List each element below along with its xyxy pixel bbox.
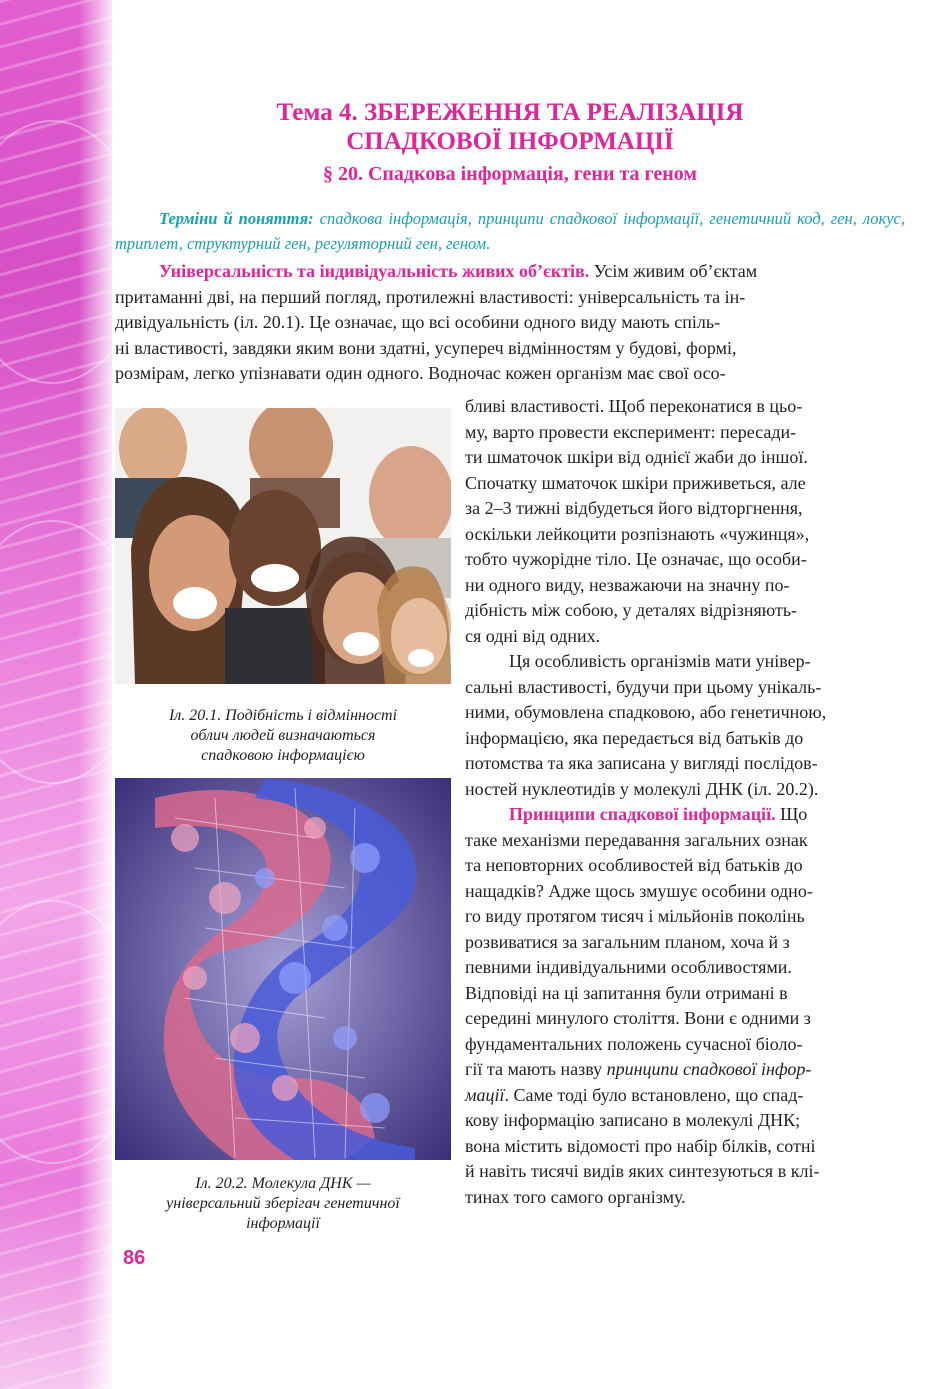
para1-line bbox=[115, 259, 905, 285]
text-line: потомства та яка записана у вигляді послідов- bbox=[465, 753, 818, 773]
text-line: за 2–3 тижні відбудеться його відторгнення, bbox=[465, 498, 803, 518]
text-line: Спочатку шматочок шкіри приживеться, але bbox=[465, 472, 806, 493]
text-line: му, варто провести експеримент: пересади- bbox=[465, 421, 797, 442]
text-line: кову інформацію записано в молекулі ДНК; bbox=[465, 1110, 801, 1130]
para1-line: розмірам, легко упізнавати один одного. Водночас кожен організм має свої осо- bbox=[115, 363, 726, 383]
decorative-side-band bbox=[0, 0, 112, 1389]
page-content bbox=[115, 0, 905, 1389]
text-line: певними індивідуальними особливостями. bbox=[465, 957, 792, 977]
figure1-caption bbox=[115, 706, 451, 766]
para1-line: дивідуальність (іл. 20.1). Це означає, що всі особини одного виду мають спіль- bbox=[115, 312, 721, 332]
italic-term: мації bbox=[465, 1084, 505, 1105]
text-line: середині минулого століття. Вони є одними з bbox=[465, 1008, 811, 1028]
text-line: й навіть тисячі видів яких синтезуються в клі- bbox=[465, 1161, 820, 1181]
caption-line: універсальний зберігач генетичної bbox=[166, 1195, 400, 1212]
right-column-text bbox=[465, 394, 905, 1210]
caption-line: Іл. 20.2. Молекула ДНК — bbox=[195, 1175, 371, 1192]
para1-line: притаманні дві, на перший погляд, протилежні властивості: універсальність та ін- bbox=[115, 287, 746, 307]
caption-line: облич людей визначаються bbox=[190, 727, 376, 744]
topic-title-line1: Тема 4. ЗБЕРЕЖЕННЯ ТА РЕАЛІЗАЦІЯ bbox=[276, 99, 744, 126]
text-line: го виду протягом тисяч і мільйонів поколінь bbox=[465, 906, 805, 926]
para1-heading: Універсальність та індивідуальність живих об’єктів. bbox=[159, 261, 590, 281]
text-line: ностей нуклеотидів у молекулі ДНК (іл. 20.2). bbox=[465, 778, 819, 799]
figure-dna-image bbox=[115, 778, 451, 1160]
text-line bbox=[465, 802, 905, 828]
text-span: гії та мають назву bbox=[465, 1059, 607, 1079]
italic-term: принципи спадкової інфор- bbox=[606, 1059, 812, 1079]
principles-heading: Принципи спадкової інформації. bbox=[509, 804, 776, 824]
para1-line: ні властивості, завдяки яким вони здатні, усупереч відмінностям у будові, формі, bbox=[115, 338, 737, 358]
text-line: інформацією, яка передається від батьків до bbox=[465, 727, 804, 748]
text-line bbox=[465, 1083, 905, 1109]
text-span: Що bbox=[775, 804, 808, 824]
topic-title-line2: СПАДКОВОЇ ІНФОРМАЦІЇ bbox=[346, 128, 674, 155]
people-faces-image bbox=[115, 408, 451, 684]
text-line bbox=[465, 1057, 905, 1083]
terms-text: спадкова інформація, принципи спадкової інформації, генетичний код, ген, локус, триплет, структурний ген, регуляторний ген, геном. bbox=[115, 209, 905, 253]
text-line: розвиватися за загальним планом, хоча й з bbox=[465, 931, 790, 952]
text-line: ними, обумовлена спадковою, або генетичною, bbox=[465, 702, 827, 722]
text-line: ни одного виду, незважаючи на значну по- bbox=[465, 574, 790, 595]
para1-text: Усім живим об’єктам bbox=[589, 261, 758, 281]
text-line: вона містить відомості про набір білків, сотні bbox=[465, 1135, 816, 1156]
text-line: тинах того самого організму. bbox=[465, 1186, 686, 1207]
caption-line: Іл. 20.1. Подібність і відмінності bbox=[168, 707, 398, 724]
text-line: ся одні від одних. bbox=[465, 625, 601, 646]
text-line: таке механізми передавання загальних ознак bbox=[465, 829, 808, 850]
text-line: бливі властивості. Щоб переконатися в цьо- bbox=[465, 396, 803, 416]
text-span: . Саме тоді було встановлено, що спад- bbox=[504, 1084, 804, 1105]
text-line: фундаментальних положень сучасної біоло- bbox=[465, 1033, 803, 1054]
text-line: сальні властивості, будучи при цьому унікаль- bbox=[465, 676, 822, 697]
terms-block bbox=[115, 206, 905, 256]
caption-line: спадковою інформацією bbox=[201, 747, 365, 764]
text-line: ти шматочок шкіри від однієї жаби до іншої. bbox=[465, 447, 808, 467]
text-line: дібність між собою, у деталях відрізняють- bbox=[465, 600, 798, 620]
text-line: нащадків? Адже щось змушує особини одно- bbox=[465, 880, 813, 901]
section-title: § 20. Спадкова інформація, гени та геном bbox=[322, 163, 698, 185]
text-line: та неповторних особливостей від батьків до bbox=[465, 855, 803, 875]
text-line: оскільки лейкоцити розпізнають «чужинця», bbox=[465, 523, 810, 544]
figure-people-photo bbox=[115, 408, 451, 684]
text-line: тобто чужорідне тіло. Це означає, що особи- bbox=[465, 549, 807, 569]
terms-label: Терміни й поняття: bbox=[159, 209, 314, 228]
text-line: Ця особливість організмів мати універ- bbox=[509, 651, 811, 671]
dna-molecule-image bbox=[115, 778, 451, 1160]
figure2-caption bbox=[115, 1174, 451, 1234]
text-line: Відповіді на ці запитання були отримані в bbox=[465, 982, 788, 1003]
page-number: 86 bbox=[123, 1247, 146, 1269]
caption-line: інформації bbox=[246, 1215, 320, 1232]
